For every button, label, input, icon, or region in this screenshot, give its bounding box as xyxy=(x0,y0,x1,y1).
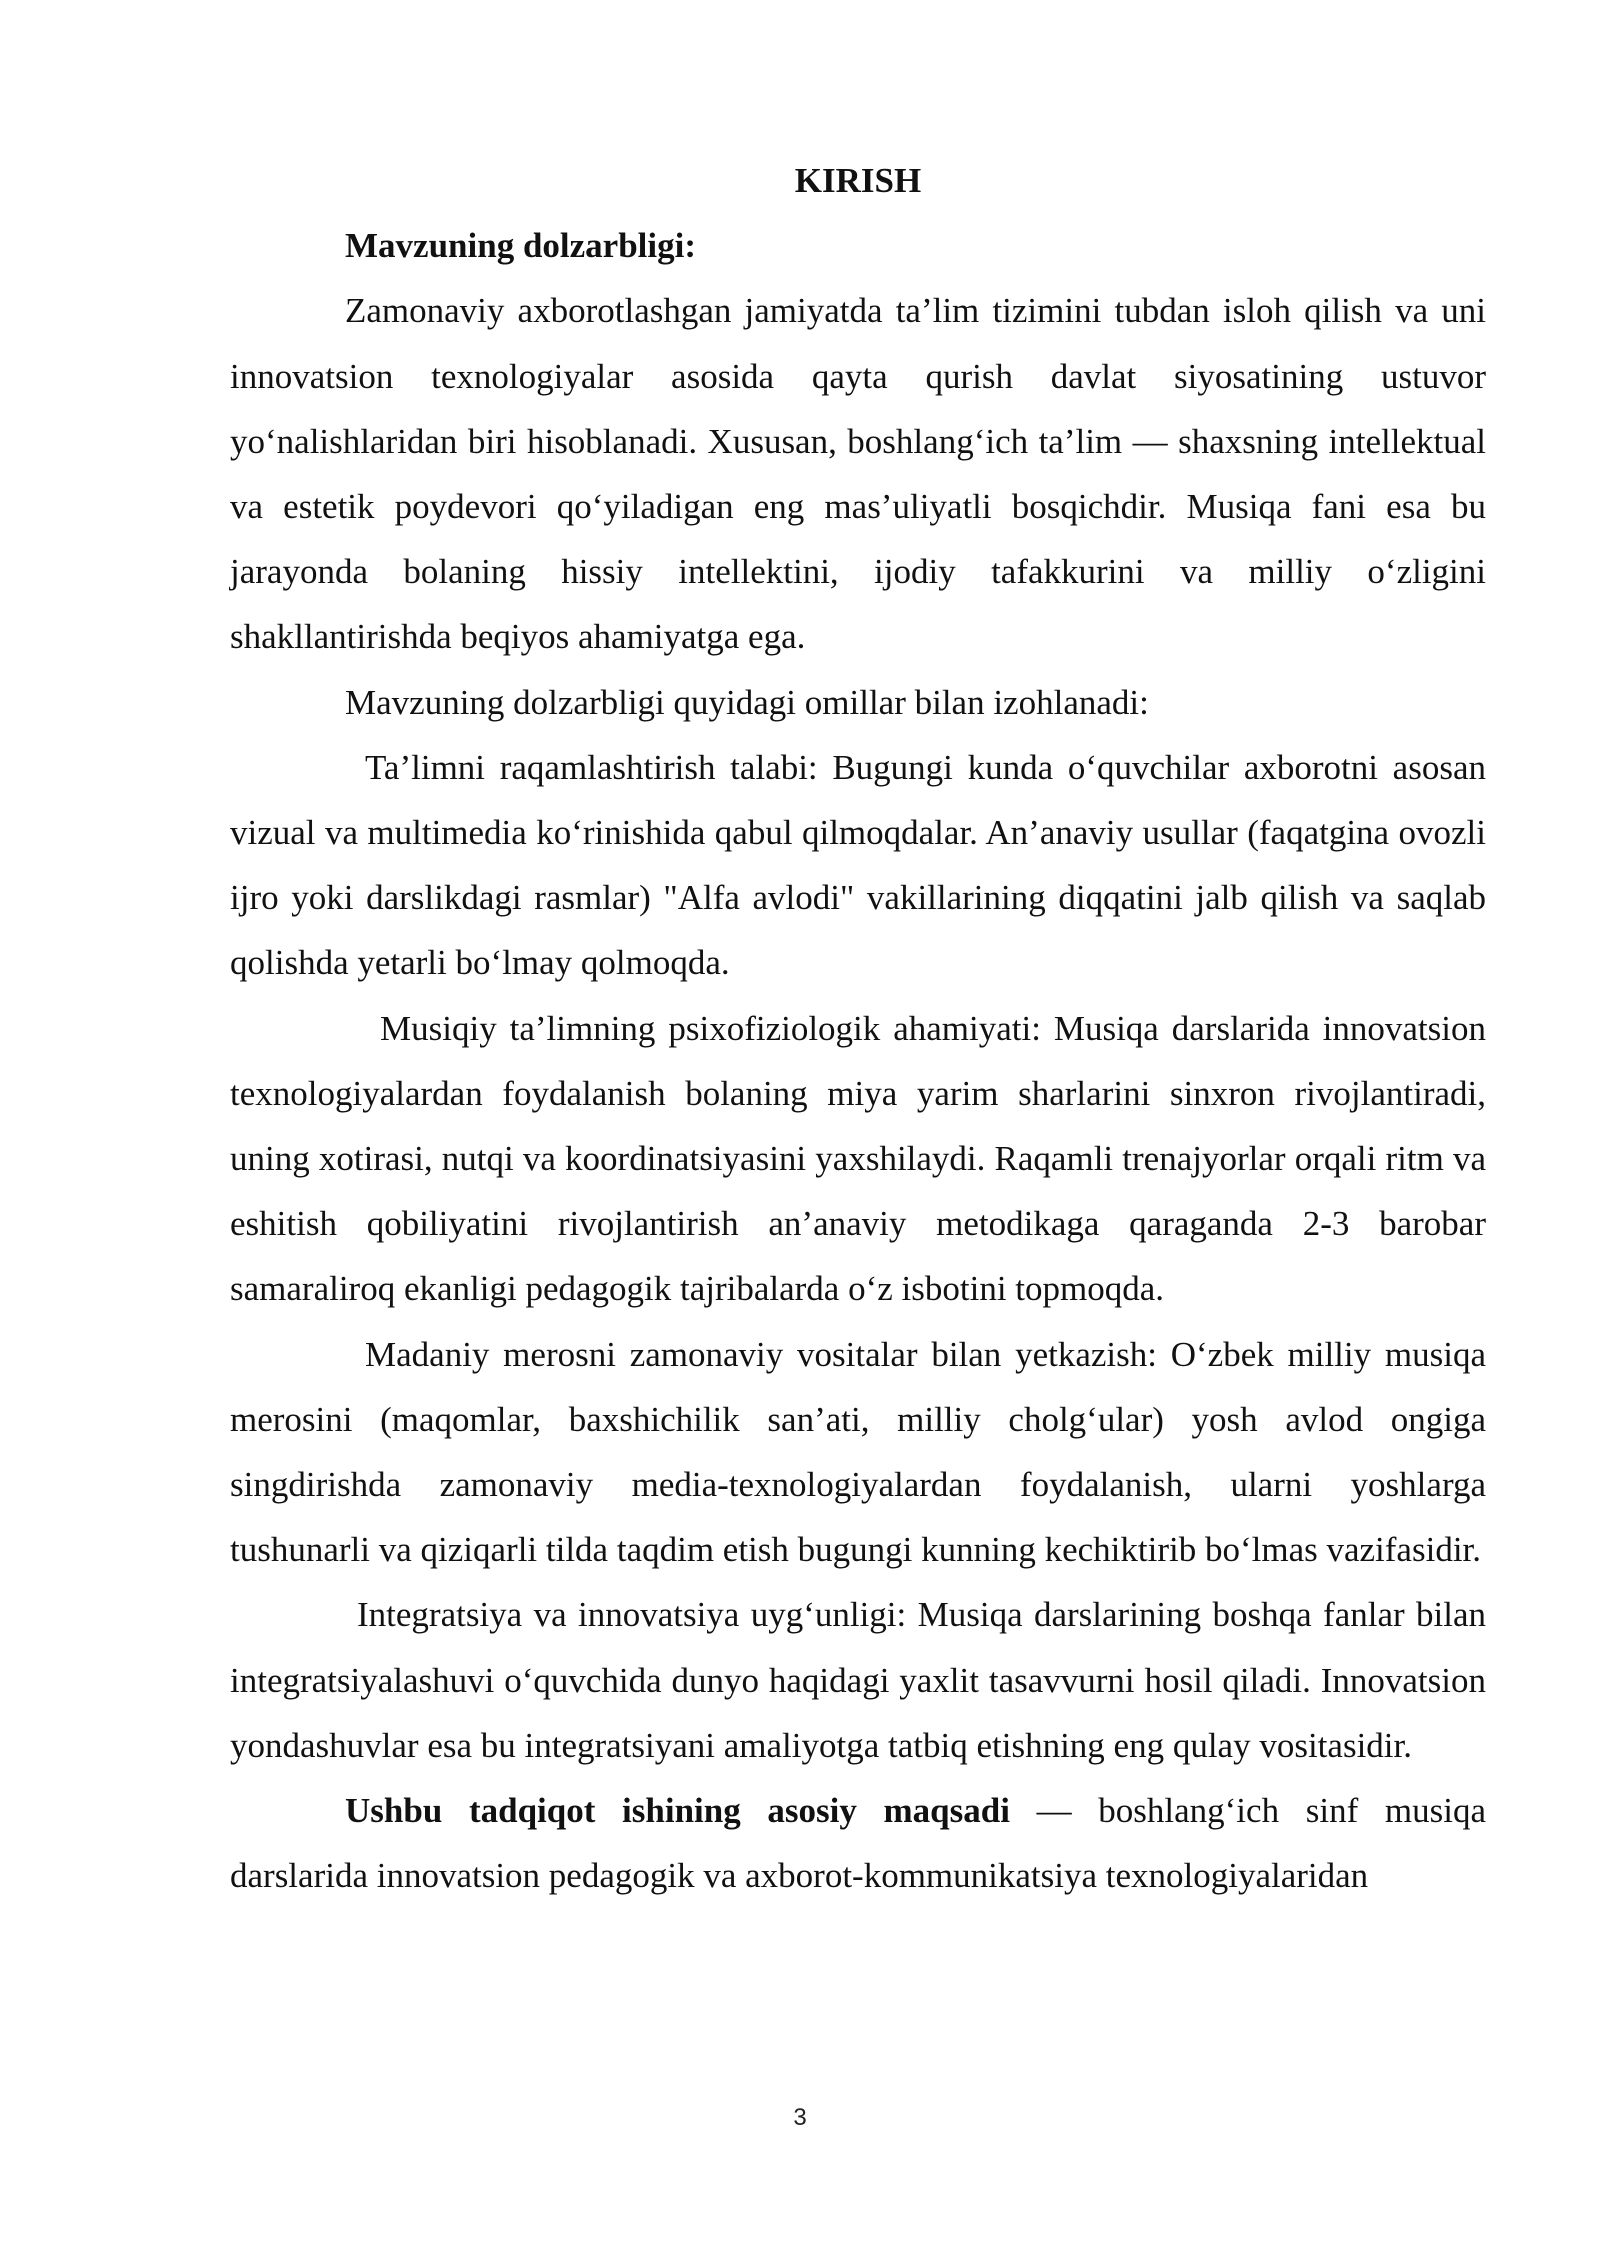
paragraph-factors-lead: Mavzuning dolzarbligi quyidagi omillar bilan izohlanadi: xyxy=(345,682,1149,722)
research-goal-label: Ushbu tadqiqot ishining asosiy maqsadi xyxy=(345,1791,1010,1831)
page-number: 3 xyxy=(793,2104,807,2131)
paragraph-relevance-intro: Zamonaviy axborotlashgan jamiyatda ta’lim tizimini tubdan isloh qilish va uni innovatsion texnologiyalar asosida qayta qurish davlat siyosatining ustuvor yo‘nalishlaridan biri hisoblanadi. Xususan, boshlang‘ich ta’lim — shaxsning intellektual va estetik poydevori qo‘yiladigan eng mas’uliyatli bosqichdir. Musiqa fani esa bu jarayonda bolaning hissiy intellektini, ijodiy tafakkurini va milliy o‘zligini shakllantirishda beqiyos ahamiyatga ega. xyxy=(230,291,1486,657)
paragraph-integration: Integratsiya va innovatsiya uyg‘unligi: Musiqa darslarining boshqa fanlar bilan integratsiyalashuvi o‘quvchida dunyo haqidagi yaxlit tasavvurni hosil qiladi. Innovatsion yondashuvlar esa bu integratsiyani amaliyotga tatbiq etishning eng qulay vositasidir. xyxy=(230,1595,1486,1765)
document-body xyxy=(230,148,1486,1908)
page-title: KIRISH xyxy=(794,161,922,200)
paragraph-research-goal xyxy=(230,1778,1486,1908)
research-goal-text: — boshlang‘ich sinf musiqa darslarida innovatsion pedagogik va axborot-kommunikatsiya texnologiyalaridan xyxy=(230,1791,1486,1896)
section-subheading: Mavzuning dolzarbligi: xyxy=(345,226,696,266)
paragraph-digitalization: Ta’limni raqamlashtirish talabi: Bugungi kunda o‘quvchilar axborotni asosan vizual va multimedia ko‘rinishida qabul qilmoqdalar. An’anaviy usullar (faqatgina ovozli ijro yoki darslikdagi rasmlar) "Alfa avlodi" vakillarining diqqatini jalb qilish va saqlab qolishda yetarli bo‘lmay qolmoqda. xyxy=(230,747,1486,983)
paragraph-cultural-heritage: Madaniy merosni zamonaviy vositalar bilan yetkazish: O‘zbek milliy musiqa merosini (maqomlar, baxshichilik san’ati, milliy cholg‘ular) yosh avlod ongiga singdirishda zamonaviy media-texnologiyalardan foydalanish, ularni yoshlarga tushunarli va qiziqarli tilda taqdim etish bugungi kunning kechiktirib bo‘lmas vazifasidir. xyxy=(230,1334,1486,1570)
paragraph-psychophysiology: Musiqiy ta’limning psixofiziologik ahamiyati: Musiqa darslarida innovatsion texnologiyalardan foydalanish bolaning miya yarim sharlarini sinxron rivojlantiradi, uning xotirasi, nutqi va koordinatsiyasini yaxshilaydi. Raqamli trenajyorlar orqali ritm va eshitish qobiliyatini rivojlantirish an’anaviy metodikaga qaraganda 2-3 barobar samaraliroq ekanligi pedagogik tajribalarda o‘z isbotini topmoqda. xyxy=(230,1008,1486,1309)
